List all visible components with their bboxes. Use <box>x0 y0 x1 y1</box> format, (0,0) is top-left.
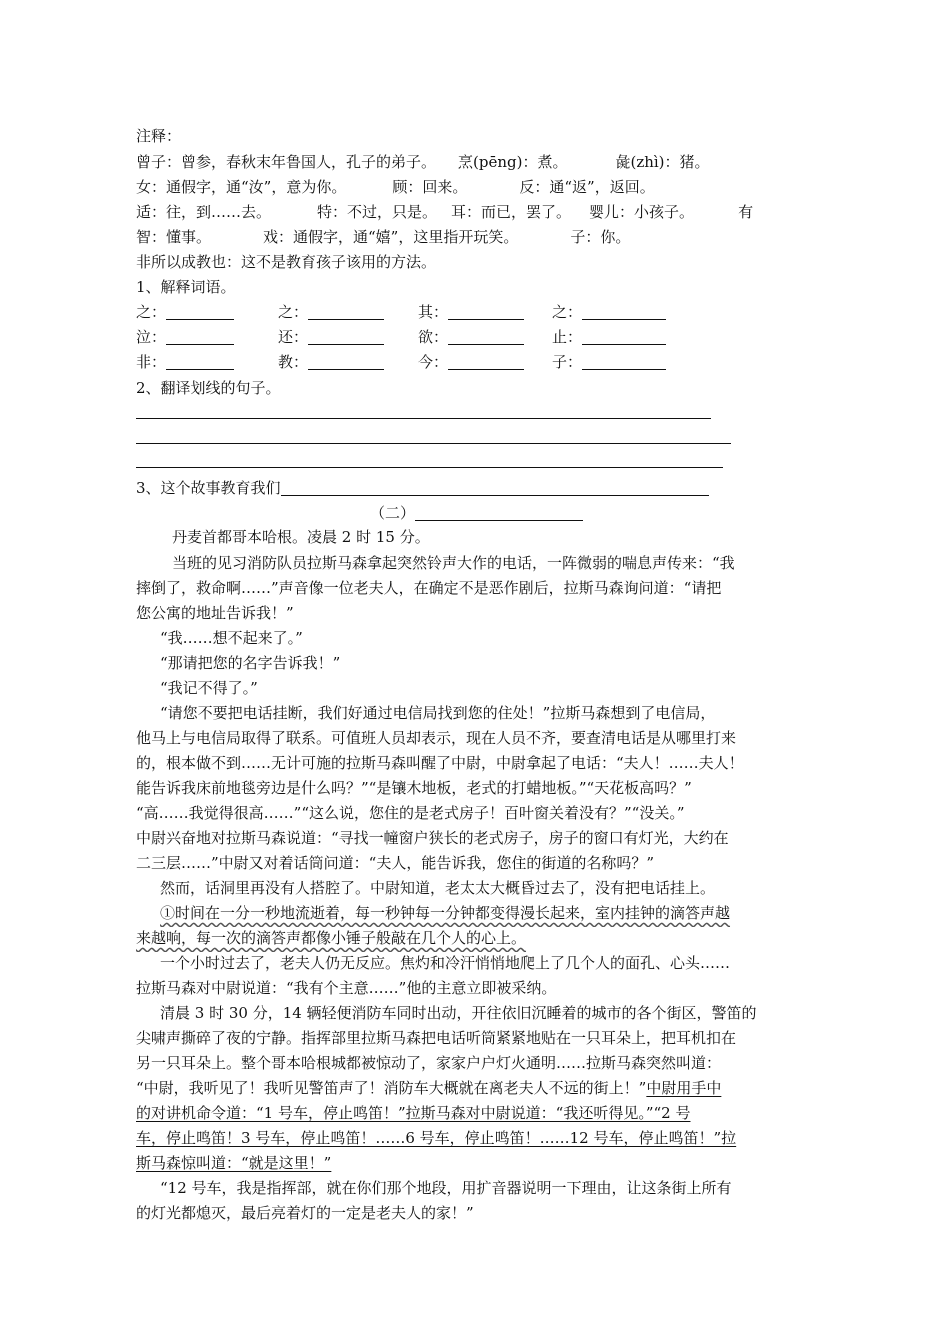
q3-title: 3、这个故事教育我们 <box>136 479 281 497</box>
story-line: 二三层……”中尉又对着话筒问道：“夫人，能告诉我，您住的街道的名称吗？” <box>136 854 655 872</box>
wavy-underlined-sentence: ①时间在一分一秒地流逝着，每一秒钟每一分钟都变得漫长起来，室内挂钟的滴答声越 <box>160 904 731 922</box>
answer-blank[interactable] <box>448 328 524 345</box>
note-zhi: 彘(zhì)：猪。 <box>615 153 710 171</box>
title-blank[interactable] <box>415 504 583 521</box>
underlined-sentence: 的对讲机命令道：“1 号车，停止鸣笛！”拉斯马森对中尉说道：“我还听得见。”“2 号 <box>136 1104 691 1122</box>
answer-blank[interactable] <box>582 303 666 320</box>
answer-line[interactable] <box>136 443 731 444</box>
note-fan: 反：通“返”，返回。 <box>519 178 655 196</box>
story-dialogue: “我记不得了。” <box>160 679 258 697</box>
note-you: 有 <box>738 203 754 221</box>
story-line: 摔倒了，救命啊……”声音像一位老夫人，在确定不是恶作剧后，拉斯马森询问道：“请把 <box>136 579 722 597</box>
story-line: 的灯光都熄灭，最后亮着灯的一定是老夫人的家！” <box>136 1204 474 1222</box>
underlined-sentence: 车，停止鸣笛！3 号车，停止鸣笛！……6 号车，停止鸣笛！……12 号车，停止鸣笛！”拉 <box>136 1129 737 1147</box>
story-paragraph: “请您不要把电话挂断，我们好通过电信局找到您的住处！”拉斯马森想到了电信局， <box>160 704 716 722</box>
story-dialogue: “那请把您的名字告诉我！” <box>160 654 341 672</box>
q3-row <box>136 476 816 500</box>
story-text: “中尉，我听见了！我听见警笛声了！消防车大概就在离老夫人不远的街上！” <box>136 1079 647 1097</box>
answer-blank[interactable] <box>308 353 384 370</box>
answer-blank[interactable] <box>308 303 384 320</box>
story-paragraph-wavy <box>160 901 816 927</box>
story-paragraph: 然而，话洞里再没有人搭腔了。中尉知道，老太太大概昏过去了，没有把电话挂上。 <box>160 879 716 897</box>
notes-heading: 注释： <box>136 127 182 145</box>
q1-label: 教： <box>278 353 309 371</box>
note-yinger: 婴儿：小孩子。 <box>589 203 695 221</box>
answer-line[interactable] <box>136 467 723 468</box>
q1-label: 泣： <box>136 328 167 346</box>
q1-label: 止： <box>552 328 583 346</box>
story-paragraph: 丹麦首都哥本哈根。凌晨 2 时 15 分。 <box>172 528 430 546</box>
story-line: 的，根本做不到……无计可施的拉斯马森叫醒了中尉，中尉拿起了电话：“夫人！……夫人！ <box>136 754 744 772</box>
note-shi: 适：往，到……去。 <box>136 203 272 221</box>
story-dialogue: “我……想不起来了。” <box>160 629 303 647</box>
q1-label: 还： <box>278 328 309 346</box>
q1-row-2 <box>136 325 816 349</box>
answer-line[interactable] <box>136 418 711 419</box>
notes-line-4 <box>136 225 816 249</box>
notes-line-2 <box>136 175 816 199</box>
notes-line-1 <box>136 150 816 174</box>
note-nv: 女：通假字，通“汝”，意为你。 <box>136 178 347 196</box>
story-line-underlined <box>136 1151 816 1175</box>
q1-label: 之： <box>278 303 309 321</box>
note-peng: 烹(pēng)：煮。 <box>458 153 568 171</box>
story-line: 能告诉我床前地毯旁边是什么吗？”“是镶木地板，老式的打蜡地板。”“天花板高吗？” <box>136 779 692 797</box>
story-line: 他马上与电信局取得了联系。可值班人员却表示，现在人员不齐，要查清电话是从哪里打来 <box>136 729 737 747</box>
answer-blank[interactable] <box>582 328 666 345</box>
note-gu: 顾：回来。 <box>392 178 468 196</box>
answer-blank[interactable] <box>166 328 234 345</box>
wavy-underlined-sentence: 来越响，每一次的滴答声都像小锤子般敲在几个人的心上。 <box>136 929 527 947</box>
note-er: 耳：而已，罢了。 <box>451 203 572 221</box>
story-paragraph: “12 号车，我是指挥部，就在你们那个地段，用扩音器说明一下理由，让这条街上所有 <box>160 1179 732 1197</box>
story-line: “高……我觉得很高……”“这么说，您住的是老式房子！百叶窗关着没有？”“没关。” <box>136 804 685 822</box>
q1-label: 其： <box>418 303 449 321</box>
story-line: 拉斯马森对中尉说道：“我有个主意……”他的主意立即被采纳。 <box>136 979 557 997</box>
answer-blank[interactable] <box>166 303 234 320</box>
story-line-underlined <box>136 1101 816 1125</box>
story-line: 另一只耳朵上。整个哥本哈根城都被惊动了，家家户户灯火通明……拉斯马森突然叫道： <box>136 1054 722 1072</box>
story-line: 中尉兴奋地对拉斯马森说道：“寻找一幢窗户狭长的老式房子，房子的窗口有灯光，大约在 <box>136 829 729 847</box>
q1-label: 非： <box>136 353 167 371</box>
section-label: （二） <box>370 504 416 522</box>
underlined-sentence: 斯马森惊叫道：“就是这里！” <box>136 1154 332 1172</box>
q1-label: 子： <box>552 353 583 371</box>
story-line-underlined <box>136 1126 816 1150</box>
notes-line-3 <box>136 200 816 224</box>
q1-label: 今： <box>418 353 449 371</box>
q1-row-3 <box>136 350 816 374</box>
story-line-mixed <box>136 1076 816 1100</box>
answer-blank[interactable] <box>281 479 709 496</box>
answer-blank[interactable] <box>308 328 384 345</box>
q1-label: 之： <box>552 303 583 321</box>
answer-blank[interactable] <box>448 303 524 320</box>
note-zhi2: 智：懂事。 <box>136 228 212 246</box>
q1-label: 之： <box>136 303 167 321</box>
story-paragraph: 清晨 3 时 30 分，14 辆轻便消防车同时出动，开往依旧沉睡着的城市的各个街区，警笛的 <box>160 1004 757 1022</box>
underlined-sentence: 中尉用手中 <box>646 1079 722 1097</box>
note-zengzi: 曾子：曾参，春秋末年鲁国人，孔子的弟子。 <box>136 153 437 171</box>
answer-blank[interactable] <box>166 353 234 370</box>
note-te: 特：不过，只是。 <box>317 203 438 221</box>
note-feisuo: 非所以成教也：这不是教育孩子该用的方法。 <box>136 253 437 271</box>
story-line: 尖啸声撕碎了夜的宁静。指挥部里拉斯马森把电话听筒紧紧地贴在一只耳朵上，把耳机扣在 <box>136 1029 737 1047</box>
q1-row-1 <box>136 300 816 324</box>
note-xi: 戏：通假字，通“嬉”，这里指开玩笑。 <box>263 228 519 246</box>
story-line-wavy <box>136 926 816 952</box>
note-zi: 子：你。 <box>570 228 631 246</box>
q1-title: 1、解释词语。 <box>136 278 236 296</box>
section-two-heading <box>370 501 670 525</box>
answer-blank[interactable] <box>582 353 666 370</box>
q2-title: 2、翻译划线的句子。 <box>136 379 281 397</box>
story-line: 您公寓的地址告诉我！” <box>136 604 294 622</box>
story-paragraph: 一个小时过去了，老夫人仍无反应。焦灼和冷汗悄悄地爬上了几个人的面孔、心头…… <box>160 954 731 972</box>
q1-label: 欲： <box>418 328 449 346</box>
answer-blank[interactable] <box>448 353 524 370</box>
story-paragraph: 当班的见习消防队员拉斯马森拿起突然铃声大作的电话，一阵微弱的喘息声传来：“我 <box>172 554 735 572</box>
